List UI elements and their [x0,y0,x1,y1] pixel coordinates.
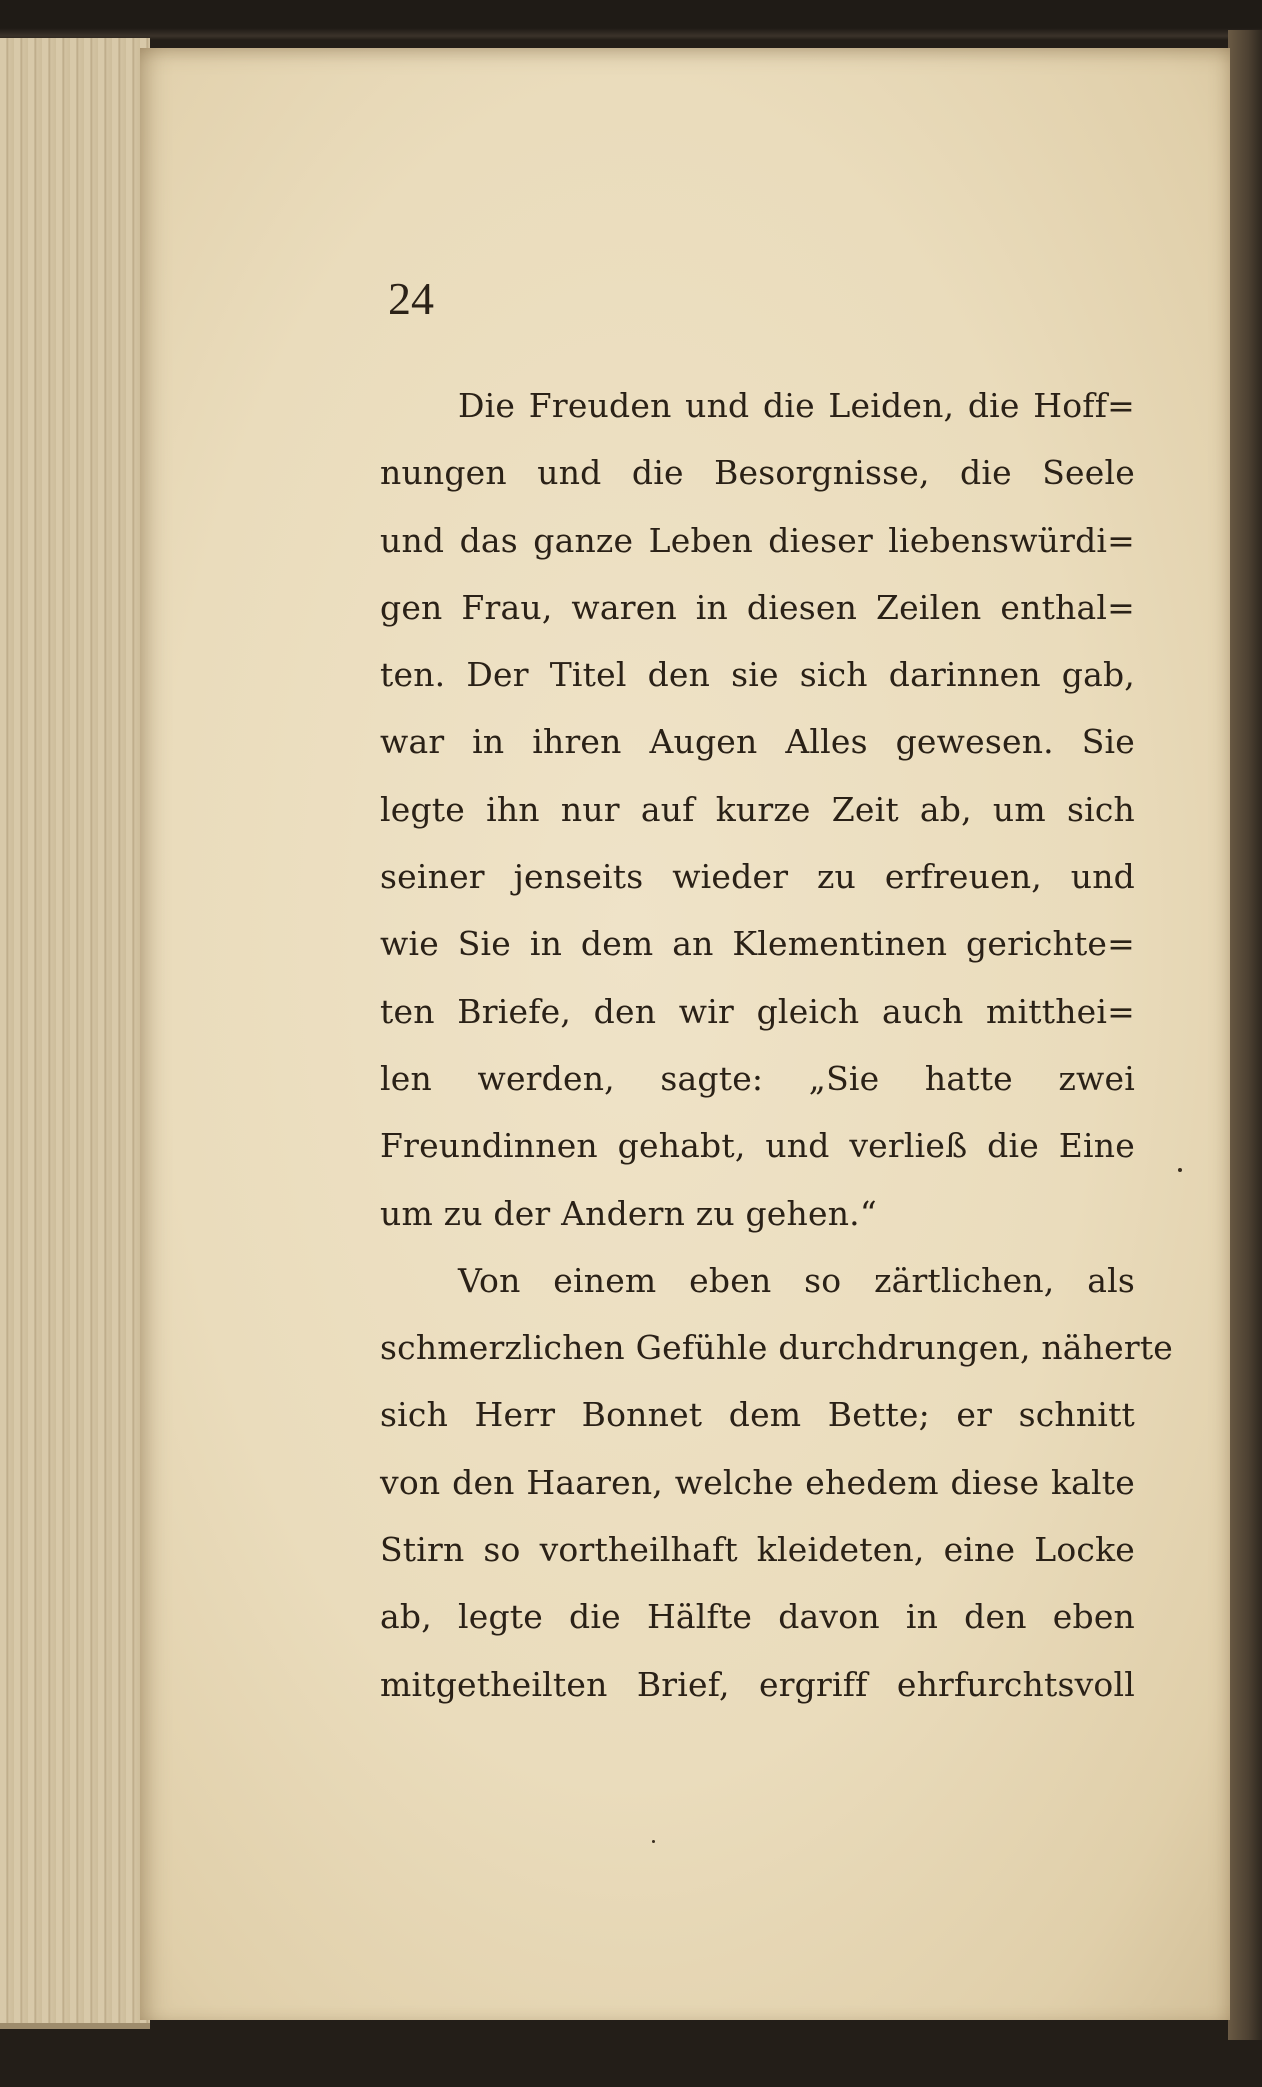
text-line: mitgetheilten Brief, ergriff ehrfurchtsvoll [380,1664,1135,1704]
text-line: Stirn so vortheilhaft kleideten, eine Locke [380,1530,1135,1570]
text-line: schmerzlichen Gefühle durchdrungen, näherte [380,1328,1174,1368]
text-line: ten Briefe, den wir gleich auch mitthei= [380,991,1135,1031]
text-line: ab, legte die Hälfte davon in den eben [380,1597,1135,1637]
text-line: Freundinnen gehabt, und verließ die Eine [380,1126,1135,1166]
page-number: 24 [388,273,434,324]
text-line: von den Haaren, welche ehedem diese kalte [380,1462,1135,1502]
text-line: ten. Der Titel den sie sich darinnen gab, [380,655,1135,695]
text-line: len werden, sagte: „Sie hatte zwei [380,1058,1135,1098]
text-line-last: um zu der Andern zu gehen.“ [380,1193,877,1233]
page-stack-edge [0,38,150,2029]
paragraph-2 [380,1247,1174,1718]
text-line: gen Frau, waren in diesen Zeilen enthal= [380,587,1135,627]
text-line: sich Herr Bonnet dem Bette; er schnitt [380,1395,1135,1435]
text-line: Von einem eben so zärtlichen, als [458,1260,1135,1300]
text-line: und das ganze Leben dieser liebenswürdi= [380,520,1135,560]
text-block [380,372,1174,1718]
paragraph-1 [380,372,1135,1247]
text-line: wie Sie in dem an Klementinen gerichte= [380,924,1135,964]
text-line: nungen und die Besorgnisse, die Seele [380,453,1135,493]
text-line: seiner jenseits wieder zu erfreuen, und [380,857,1135,897]
text-line: war in ihren Augen Alles gewesen. Sie [380,722,1135,762]
book-cover-edge [1228,30,1262,2040]
paper-speck [652,1840,655,1843]
paper-speck [1178,1168,1182,1172]
text-line: legte ihn nur auf kurze Zeit ab, um sich [380,789,1135,829]
text-line: Die Freuden und die Leiden, die Hoff= [458,386,1135,425]
